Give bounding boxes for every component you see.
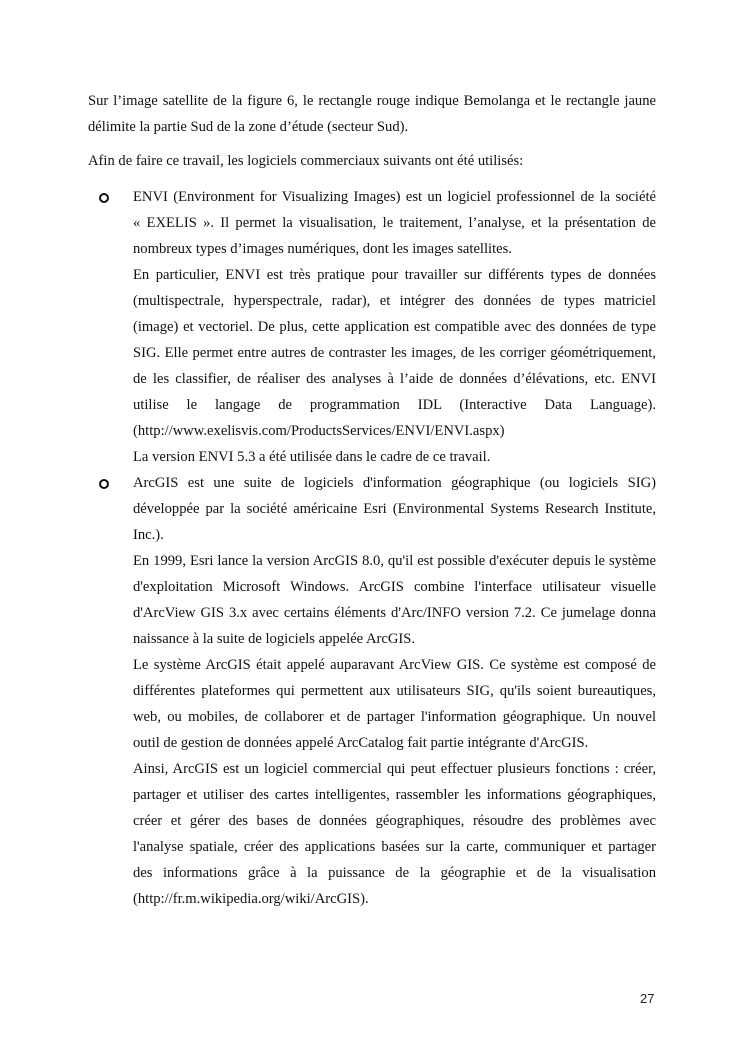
text-line: SIG. Elle permet entre autres de contraster les images, de les corriger géométriquement,: [133, 345, 656, 361]
link-text: (http://www.exelisvis.com/ProductsServices/ENVI/ENVI.aspx): [133, 423, 505, 439]
text-line: naissance à la suite de logiciels appelée ArcGIS.: [133, 631, 416, 647]
text-line: En particulier, ENVI est très pratique pour travailler sur différents types de données: [133, 267, 656, 283]
text-line: Afin de faire ce travail, les logiciels commerciaux suivants ont été utilisés:: [88, 153, 524, 169]
text-line: ArcGIS est une suite de logiciels d'information géographique (ou logiciels SIG): [133, 475, 656, 491]
hollow-circle-bullet-icon: [99, 479, 109, 489]
intro-paragraph-1: [88, 88, 656, 140]
text-line: La version ENVI 5.3 a été utilisée dans le cadre de ce travail.: [133, 449, 491, 465]
text-line: Ainsi, ArcGIS est un logiciel commercial qui peut effectuer plusieurs fonctions : créer,: [133, 761, 656, 777]
hollow-circle-bullet-icon: [99, 193, 109, 203]
text-line: différentes plateformes qui permettent aux utilisateurs SIG, qu'ils soient bureautiques,: [133, 683, 656, 699]
text-line: Le système ArcGIS était appelé auparavant ArcView GIS. Ce système est composé de: [133, 657, 656, 673]
text-line: « EXELIS ». Il permet la visualisation, le traitement, l’analyse, et la présentation de: [133, 215, 656, 231]
text-line: des informations grâce à la puissance de la géographie et de la visualisation: [133, 865, 656, 881]
text-line: de les classifier, de réaliser des analyses à l’aide de données d’élévations, etc. ENVI: [133, 371, 656, 387]
text-line: ENVI (Environment for Visualizing Images) est un logiciel professionnel de la société: [133, 189, 656, 205]
text-line: utilise le langage de programmation IDL (Interactive Data Language).: [133, 397, 656, 413]
text-line: En 1999, Esri lance la version ArcGIS 8.0, qu'il est possible d'exécuter depuis le système: [133, 553, 656, 569]
bullet-text-arcgis: [133, 470, 656, 912]
text-line: partager et utiliser des cartes intelligentes, rassembler les informations géographiques,: [133, 787, 656, 803]
text-line: Inc.).: [133, 527, 164, 543]
text-line: Sur l’image satellite de la figure 6, le rectangle rouge indique Bemolanga et le rectangle jaune: [88, 93, 656, 109]
link-text: (http://fr.m.wikipedia.org/wiki/ArcGIS).: [133, 891, 369, 907]
text-line: d'exploitation Microsoft Windows. ArcGIS combine l'interface utilisateur visuelle: [133, 579, 656, 595]
text-line: nombreux types d’images numériques, dont les images satellites.: [133, 241, 512, 257]
bullet-text-envi: [133, 184, 656, 470]
text-line: web, ou mobiles, de collaborer et de partager l'information géographique. Un nouvel: [133, 709, 656, 725]
text-line: (multispectrale, hyperspectrale, radar), et intégrer des données de types matriciel: [133, 293, 656, 309]
text-line: outil de gestion de données appelé ArcCatalog fait partie intégrante d'ArcGIS.: [133, 735, 589, 751]
text-line: (image) et vectoriel. De plus, cette application est compatible avec des données de type: [133, 319, 656, 335]
text-line: créer et gérer des bases de données géographiques, résoudre des problèmes avec: [133, 813, 656, 829]
text-line: l'analyse spatiale, créer des applications basées sur la carte, communiquer et partager: [133, 839, 656, 855]
text-line: d'ArcView GIS 3.x avec certains éléments d'Arc/INFO version 7.2. Ce jumelage donna: [133, 605, 656, 621]
text-line: délimite la partie Sud de la zone d’étude (secteur Sud).: [88, 119, 409, 135]
text-line: développée par la société américaine Esri (Environmental Systems Research Institute,: [133, 501, 656, 517]
page-number: 27: [640, 991, 655, 1006]
intro-paragraph-2: [88, 148, 656, 174]
